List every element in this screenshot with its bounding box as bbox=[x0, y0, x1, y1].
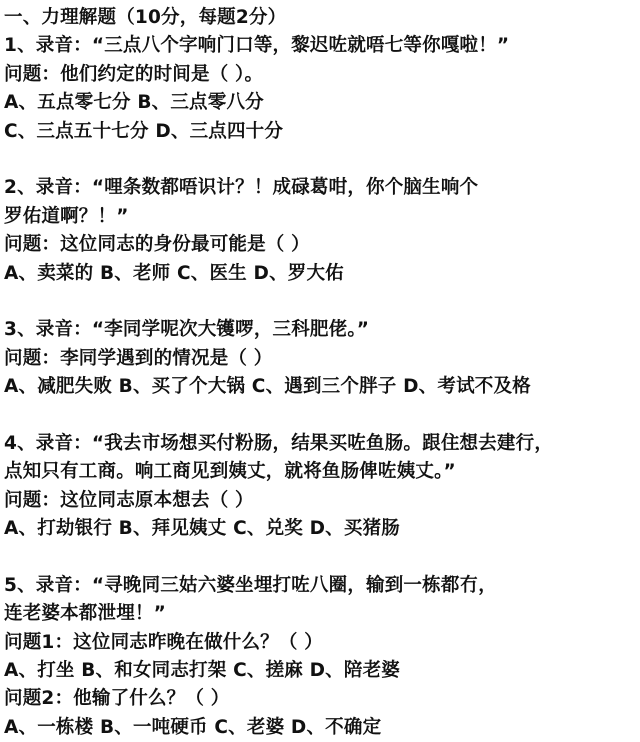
question-block bbox=[4, 572, 634, 742]
recording-line: 罗佑道啊？！” bbox=[4, 205, 129, 227]
answer-options: A、打坐 B、和女同志打架 C、搓麻 D、陪老婆 bbox=[4, 659, 400, 681]
answer-options: A、一栋楼 B、一吨硬币 C、老婆 D、不确定 bbox=[4, 716, 382, 738]
question-prompt: 问题1：这位同志昨晚在做什么？（ ） bbox=[4, 631, 323, 653]
answer-options: A、五点零七分 B、三点零八分 bbox=[4, 92, 264, 114]
recording-line: 1、录音：“三点八个字响门口等，黎迟咗就唔七等你嘎啦！” bbox=[4, 35, 510, 57]
spacer bbox=[4, 146, 634, 174]
question-prompt: 问题：这位同志的身份最可能是（ ） bbox=[4, 234, 310, 256]
recording-line: 连老婆本都泄埋！” bbox=[4, 603, 166, 625]
question-prompt: 问题：他们约定的时间是（ ）。 bbox=[4, 63, 264, 85]
question-block bbox=[4, 32, 634, 146]
answer-options: A、卖菜的 B、老师 C、医生 D、罗大佑 bbox=[4, 262, 344, 284]
spacer bbox=[4, 288, 634, 316]
answer-options: C、三点五十七分 D、三点四十分 bbox=[4, 120, 284, 142]
recording-line: 3、录音：“李同学呢次大镬啰，三科肥佬。” bbox=[4, 319, 370, 341]
question-prompt: 问题：这位同志原本想去（ ） bbox=[4, 489, 254, 511]
question-block bbox=[4, 174, 634, 288]
recording-line: 4、录音：“我去市场想买付粉肠，结果买咗鱼肠。跟住想去建行， bbox=[4, 432, 554, 454]
section-title: 一、力理解题（10分，每题2分） bbox=[4, 7, 287, 28]
recording-line: 5、录音：“寻晚同三姑六婆坐埋打咗八圈，输到一栋都冇， bbox=[4, 574, 497, 596]
answer-options: A、打劫银行 B、拜见姨丈 C、兑奖 D、买猪肠 bbox=[4, 518, 400, 540]
answer-options: A、减肥失败 B、买了个大锅 C、遇到三个胖子 D、考试不及格 bbox=[4, 376, 531, 398]
recording-line: 点知只有工商。响工商见到姨丈，就将鱼肠俾咗姨丈。” bbox=[4, 461, 456, 483]
question-block bbox=[4, 430, 634, 544]
question-prompt: 问题：李同学遇到的情况是（ ） bbox=[4, 347, 273, 369]
question-block bbox=[4, 316, 634, 401]
question-prompt: 问题2：他输了什么？（ ） bbox=[4, 688, 230, 710]
recording-line: 2、录音：“哩条数都唔识计？！成碌葛咁，你个脑生响个 bbox=[4, 177, 479, 199]
spacer bbox=[4, 401, 634, 429]
spacer bbox=[4, 543, 634, 571]
